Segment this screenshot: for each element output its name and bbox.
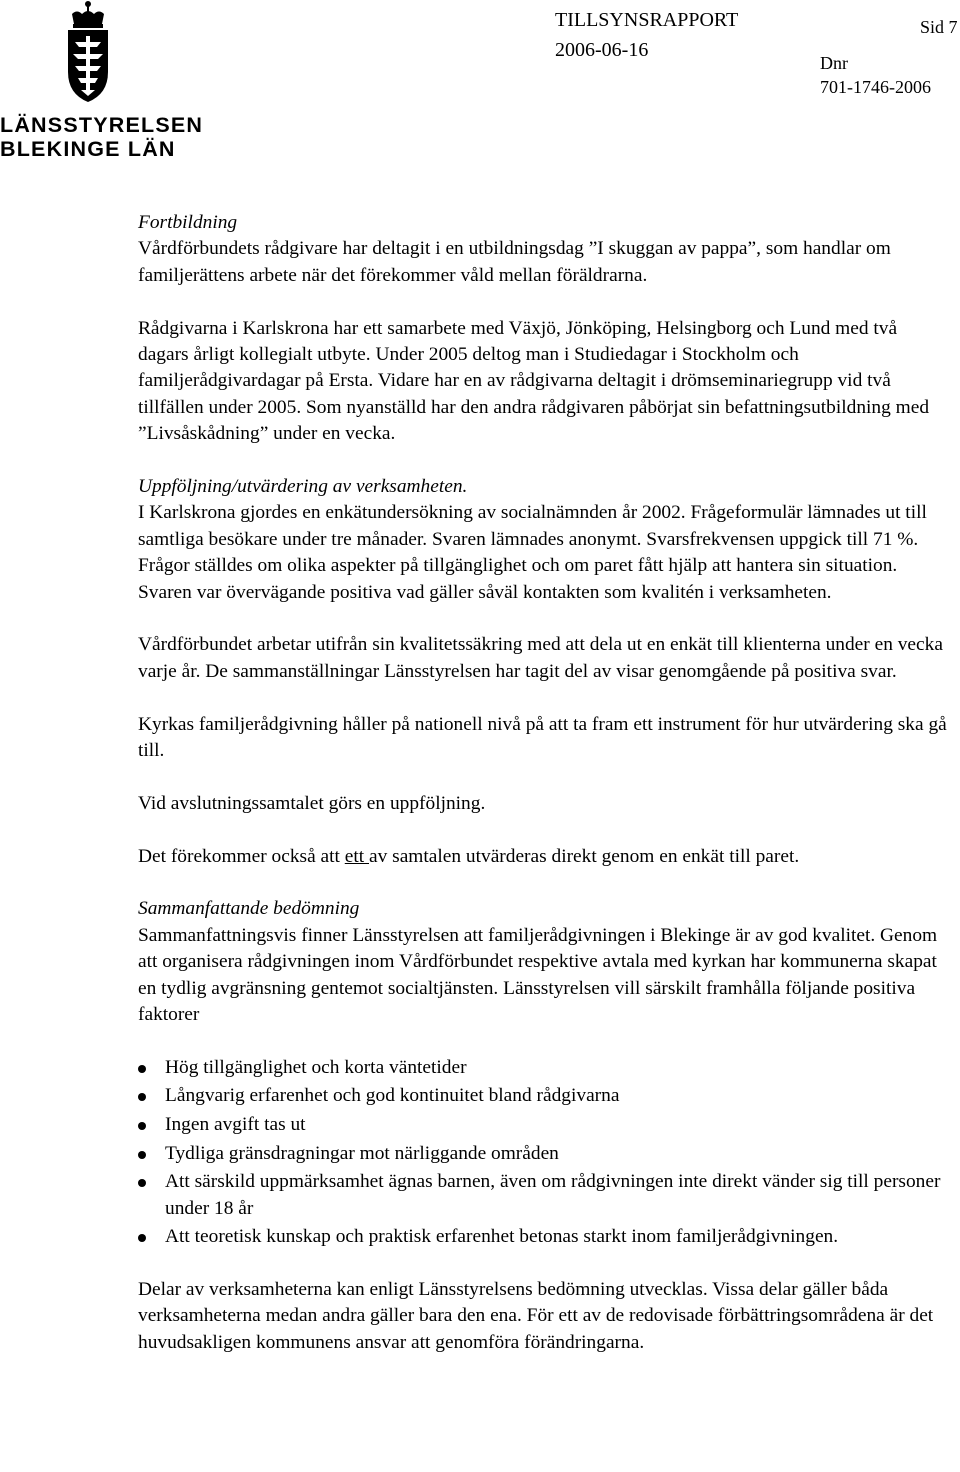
organization-line-1: LÄNSSTYRELSEN <box>0 113 204 137</box>
agency-logo <box>0 0 204 170</box>
text-span: Det förekommer också att <box>138 845 345 867</box>
page-number: Sid 7 <box>920 17 958 37</box>
heading-uppfoljning: Uppföljning/utvärdering av verksamheten. <box>138 476 468 498</box>
dnr-value: 701-1746-2006 <box>820 77 931 97</box>
underlined-text: ett <box>344 845 369 867</box>
list-item: Långvarig erfarenhet och god kontinuitet bland rådgivarna <box>138 1083 948 1109</box>
document-body <box>138 210 948 1356</box>
paragraph: I Karlskrona gjordes en enkätundersökning av socialnämnden år 2002. Frågeformulär lämnades ut till samtliga besökare under tre månader. Svaren lämnades anonymt. Svarsfrekvensen uppgick till 71 %. Frågor ställdes om olika aspekter på tillgänglighet och om paret fått hjälp att hantera sin situation. Svaren var övervägande positiva vad gäller såväl kontakten som kvalitén i verksamheten. <box>138 502 927 603</box>
paragraph: Delar av verksamheterna kan enligt Länsstyrelsens bedömning utvecklas. Vissa delar gäller båda verksamheterna medan andra gäller bara den ena. För ett av de redovisade förbättringsområdena är det huvudsakligen kommunens ansvar att genomföra förändringarna. <box>138 1279 934 1353</box>
list-item: Att teoretisk kunskap och praktisk erfarenhet betonas starkt inom familjerådgivningen. <box>138 1224 948 1250</box>
heading-sammanfattning: Sammanfattande bedömning <box>138 898 360 920</box>
list-item: Ingen avgift tas ut <box>138 1112 948 1138</box>
paragraph: Vid avslutningssamtalet görs en uppföljning. <box>138 792 486 814</box>
coat-of-arms-icon <box>66 0 110 104</box>
paragraph <box>138 844 948 870</box>
report-type: TILLSYNSRAPPORT <box>555 9 739 31</box>
paragraph: Rådgivarna i Karlskrona har ett samarbete med Växjö, Jönköping, Helsingborg och Lund med två dagars årligt kollegialt utbyte. Under 2005 deltog man i Studiedagar i Stockholm och familjerådgivardagar på Ersta. Vidare har en av rådgivarna deltagit i drömseminariegrupp vid två tillfällen under 2005. Som nyanställd har den andra rådgivaren påbörjat sin befattningsutbildning med ”Livsåskådning” under en vecka. <box>138 317 930 445</box>
dnr-label: Dnr <box>820 53 848 73</box>
text-span: av samtalen utvärderas direkt genom en enkät till paret. <box>369 845 800 867</box>
list-item: Hög tillgänglighet och korta väntetider <box>138 1055 948 1081</box>
organization-line-2: BLEKINGE LÄN <box>0 137 176 161</box>
paragraph: Vårdförbundets rådgivare har deltagit i en utbildningsdag ”I skuggan av pappa”, som handlar om familjerättens arbete när det förekommer våld mellan föräldrarna. <box>138 238 891 286</box>
organization-name <box>0 113 203 161</box>
paragraph: Vårdförbundet arbetar utifrån sin kvalitetssäkring med att dela ut en enkät till klienterna under en vecka varje år. De sammanställningar Länsstyrelsen har tagit del av visar genomgående på positiva svar. <box>138 634 943 682</box>
list-item: Tydliga gränsdragningar mot närliggande områden <box>138 1141 948 1167</box>
list-item: Att särskild uppmärksamhet ägnas barnen, även om rådgivningen inte direkt vänder sig till personer under 18 år <box>138 1169 948 1222</box>
positive-factors-list <box>138 1055 948 1251</box>
paragraph: Kyrkas familjerådgivning håller på nationell nivå på att ta fram ett instrument för hur utvärdering ska gå till. <box>138 713 947 762</box>
heading-fortbildning: Fortbildning <box>138 212 238 233</box>
report-date: 2006-06-16 <box>555 39 649 61</box>
paragraph: Sammanfattningsvis finner Länsstyrelsen att familjerådgivningen i Blekinge är av god kvalitet. Genom att organisera rådgivningen inom Vårdförbundet respektive avtala med kyrkan har kommunerna skapat en tydlig avgränsning gentemot socialtjänsten. Länsstyrelsen vill särskilt framhålla följande positiva faktorer <box>138 924 938 1026</box>
